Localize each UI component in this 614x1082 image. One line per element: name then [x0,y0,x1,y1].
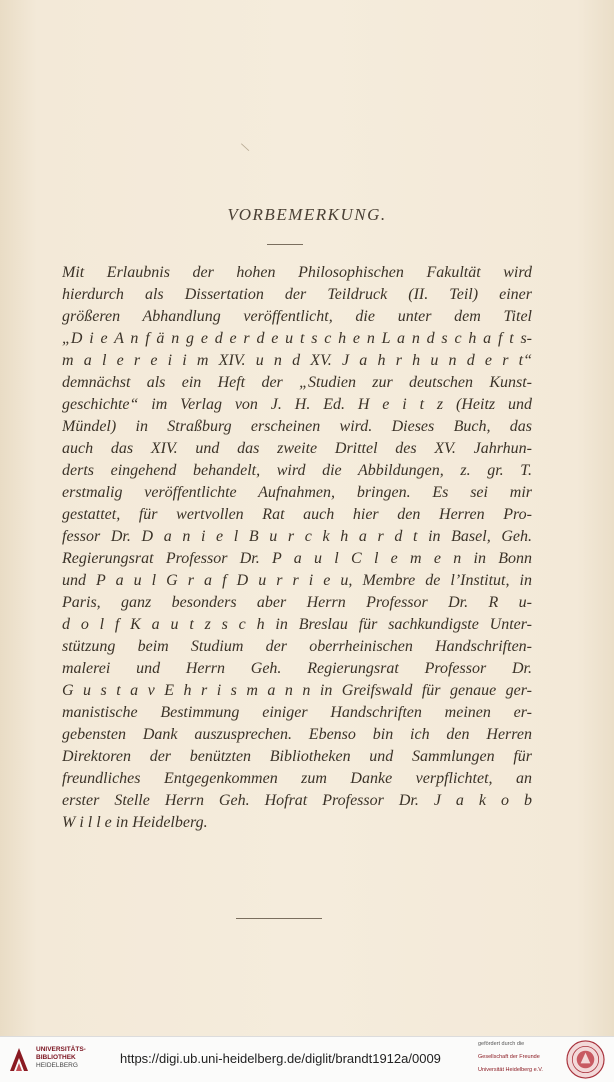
text-line: Mit Erlaubnis der hohen Philosophischen Fakultät wird [62,264,532,281]
preface-text [62,262,532,834]
library-line: UNIVERSITÄTS- [36,1046,86,1053]
title-rule [267,244,303,245]
sponsor-label: gefördert durch die [478,1041,525,1047]
text-line: m a l e r e i i m XIV. u n d XV. J a h r h u n d e r t“ [62,352,532,369]
text-line: d o l f K a u t z s c h in Breslau für sachkundigste Unter- [62,616,532,633]
library-line: BIBLIOTHEK [36,1054,76,1061]
text-line: fessor Dr. D a n i e l B u r c k h a r d t in Basel, Geh. [62,528,532,545]
text-line: „D i e A n f ä n g e d e r d e u t s c h e n L a n d s c h a f t s- [62,330,532,347]
text-line: auch das XIV. und das zweite Drittel des XV. Jahrhun- [62,440,532,457]
text-line: Regierungsrat Professor Dr. P a u l C l e m e n in Bonn [62,550,532,567]
text-line: hierdurch als Dissertation der Teildruck (II. Teil) einer [62,286,532,303]
text-line: Mündel) in Straßburg erscheinen wird. Dieses Buch, das [62,418,532,435]
sponsor-name-2: Universität Heidelberg e.V. [478,1067,543,1073]
text-line: malerei und Herrn Geh. Regierungsrat Professor Dr. [62,660,532,677]
page-title: VORBEMERKUNG. [227,205,387,224]
text-line: manistische Bestimmung einiger Handschriften meinen er- [62,704,532,721]
text-line: freundliches Entgegenkommen zum Danke verpflichtet, an [62,770,532,787]
text-line: größeren Abhandlung veröffentlicht, die unter dem Titel [62,308,532,325]
text-line: G u s t a v E h r i s m a n n in Greifswald für genaue ger- [62,682,532,699]
end-rule [236,918,322,919]
text-line: demnächst als ein Heft der „Studien zur deutschen Kunst- [62,374,532,391]
viewer-footer [0,1036,614,1082]
text-line: gestattet, für wertvollen Rat auch hier den Herren Pro- [62,506,532,523]
text-line: erstmalig veröffentlichte Aufnahmen, bringen. Es sei mir [62,484,532,501]
text-line: erster Stelle Herrn Geh. Hofrat Professor Dr. J a k o b [62,792,532,809]
permalink-url[interactable]: https://digi.ub.uni-heidelberg.de/diglit/brandt1912a/0009 [120,1051,441,1066]
ub-heidelberg-logo-icon[interactable] [7,1045,31,1073]
text-line: W i l l e in Heidelberg. [62,814,208,831]
university-seal-icon [566,1040,605,1079]
library-name [36,1046,86,1070]
text-line: derts eingehend behandelt, wird die Abbildungen, z. gr. T. [62,462,532,479]
text-line: Paris, ganz besonders aber Herrn Professor Dr. R u- [62,594,532,611]
text-line: und P a u l G r a f D u r r i e u, Membre de l’Institut, in [62,572,532,589]
sponsor-note [478,1041,543,1074]
library-line: HEIDELBERG [36,1062,78,1069]
text-line: gebensten Dank auszusprechen. Ebenso bin ich den Herren [62,726,532,743]
page-mark: \ [239,139,251,155]
text-line: stützung beim Studium der oberrheinischen Handschriften- [62,638,532,655]
sponsor-name: Gesellschaft der Freunde [478,1054,540,1060]
text-line: Direktoren der benützten Bibliotheken und Sammlungen für [62,748,532,765]
text-line: geschichte“ im Verlag von J. H. Ed. H e i t z (Heitz und [62,396,532,413]
